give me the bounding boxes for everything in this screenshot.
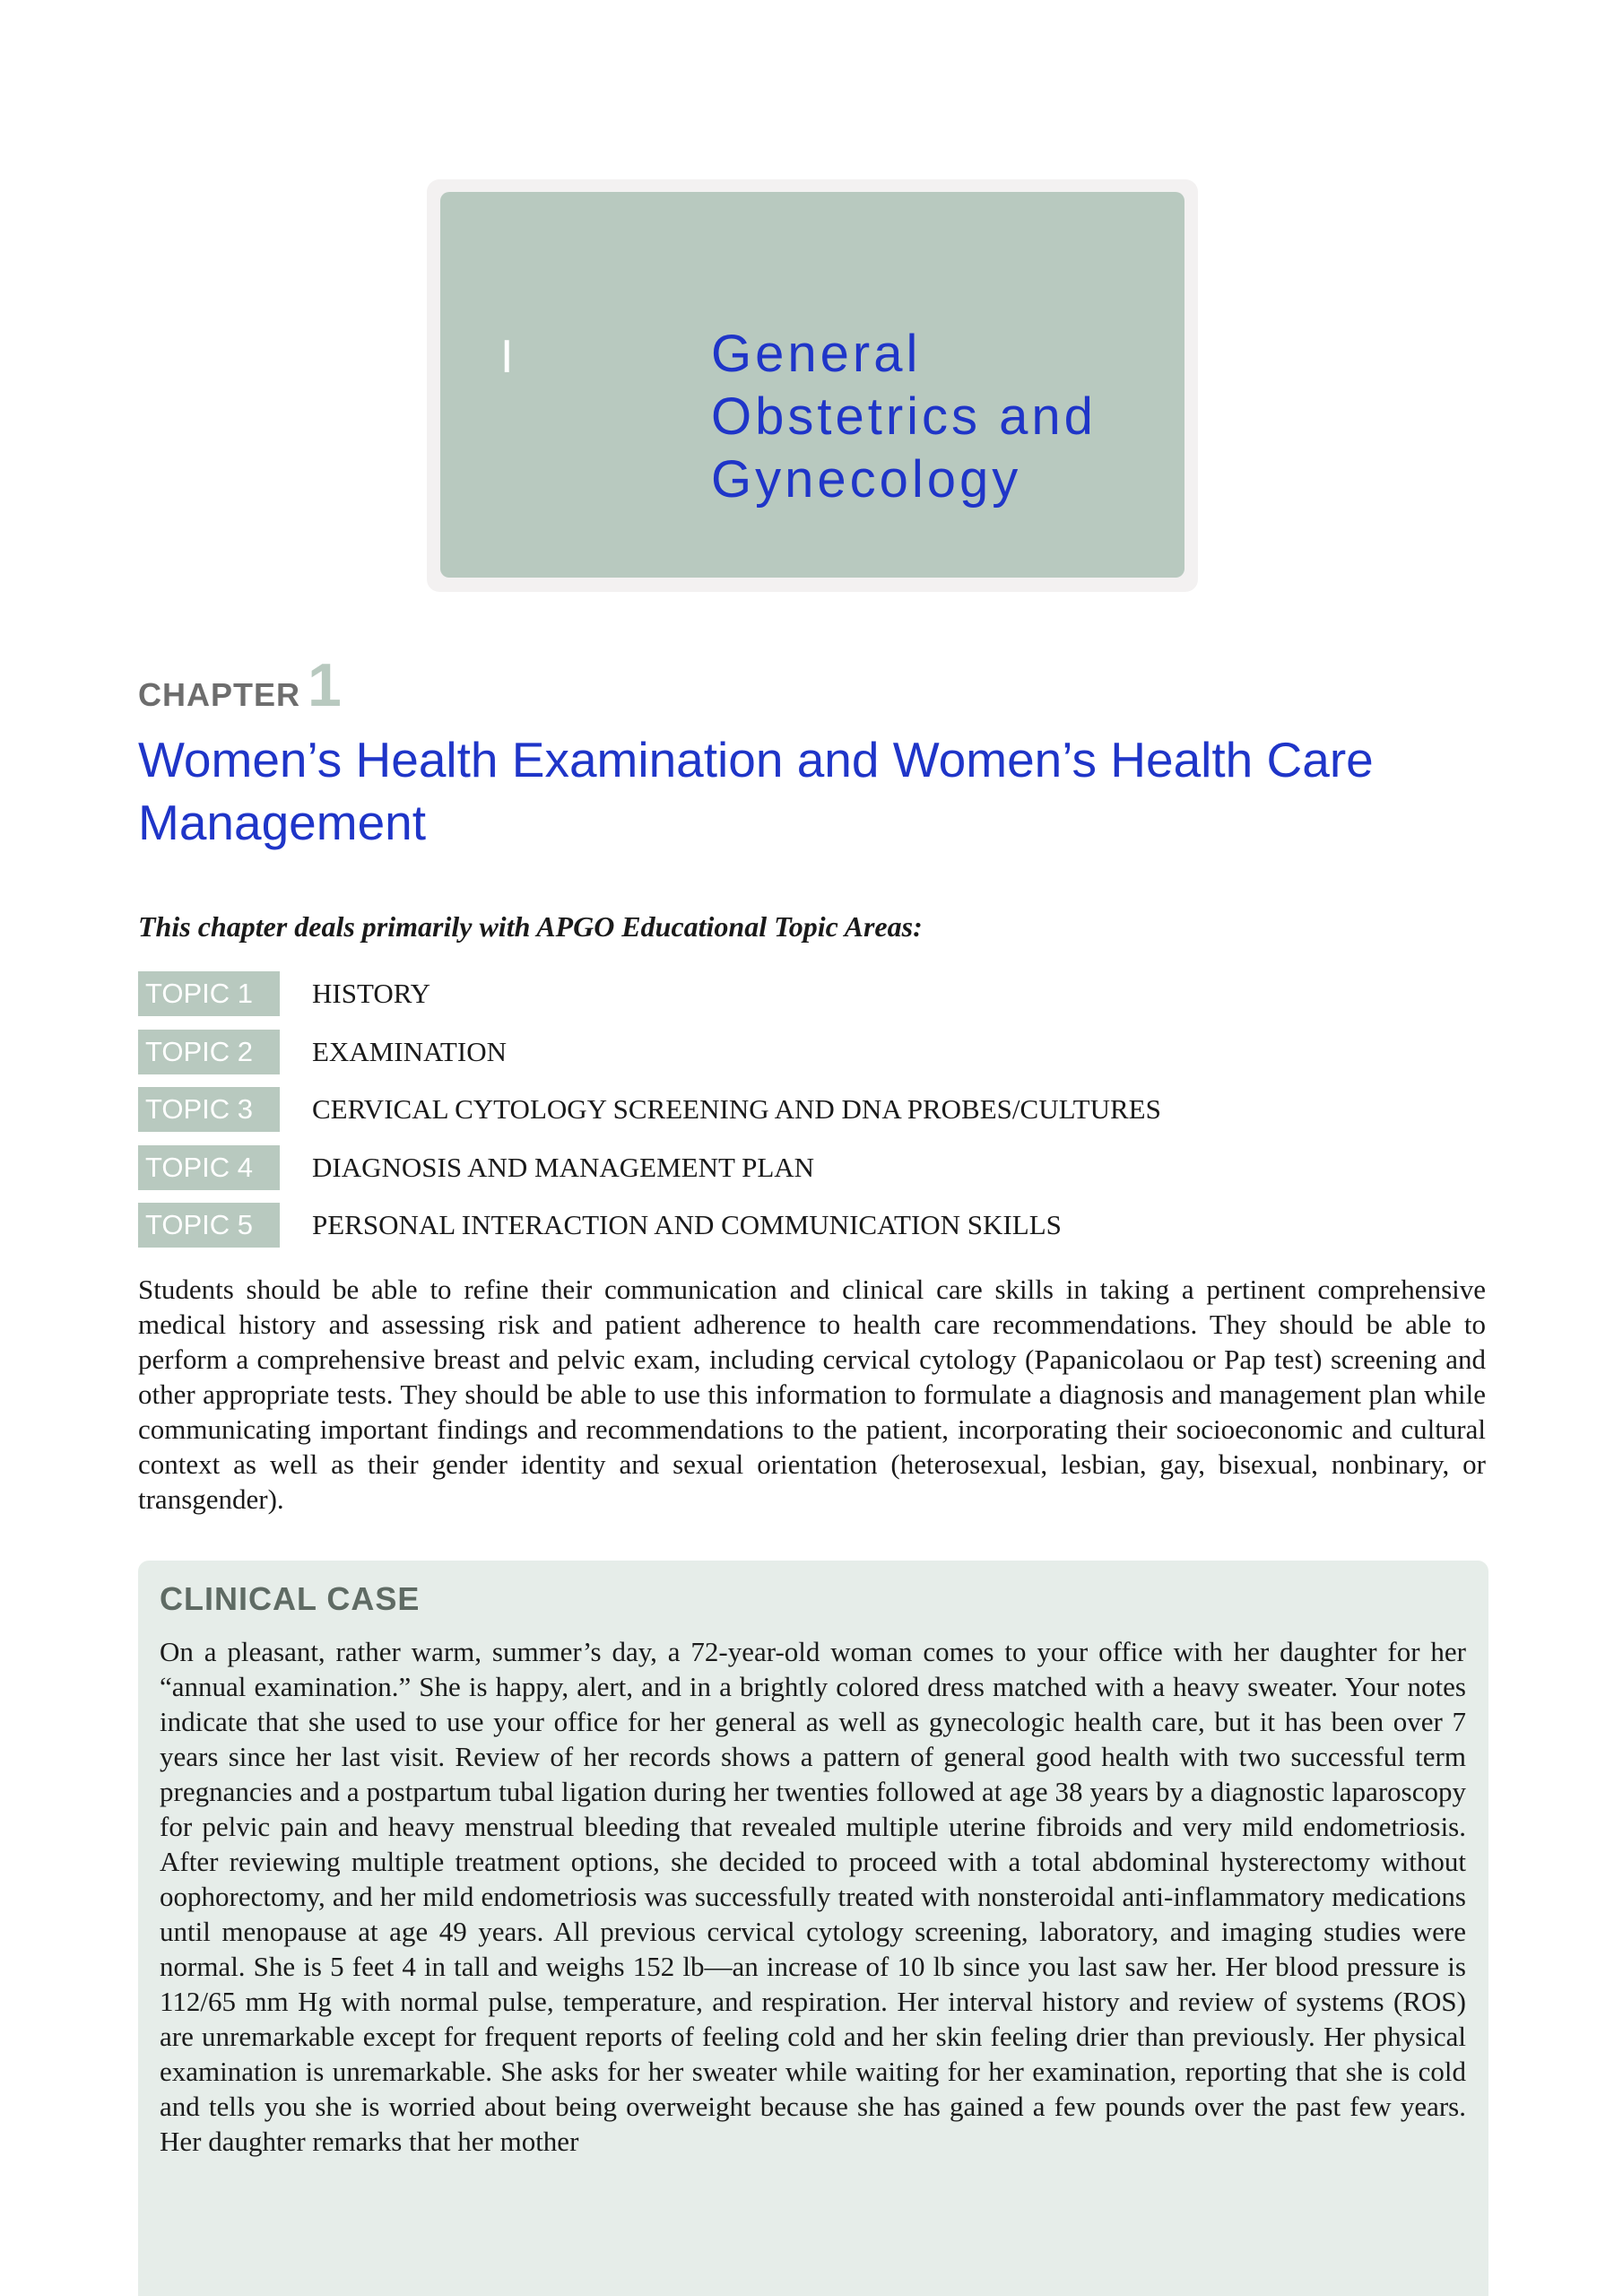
topic-badge: TOPIC 4: [138, 1145, 280, 1190]
chapter-title: Women’s Health Examination and Women’s Health Care Management: [138, 732, 1374, 850]
topic-row: [138, 1030, 1519, 1074]
topic-row: [138, 1145, 1519, 1190]
topic-row: [138, 971, 1519, 1016]
part-title: [711, 323, 1159, 511]
topic-badge: TOPIC 3: [138, 1087, 280, 1132]
topic-row: [138, 1087, 1519, 1132]
topic-text: CERVICAL CYTOLOGY SCREENING AND DNA PROBES/CULTURES: [312, 1093, 1161, 1125]
clinical-case-text: On a pleasant, rather warm, summer’s day, a 72-year-old woman comes to your office with her daughter for her “annual examination.” She is happy, alert, and in a brightly colored dress matched with a heavy sweater. Your notes indicate that she used to use your office for her general as well as gynecologic health care, but it has been over 7 years since her last visit. Review of her records shows a pattern of general good health with two successful term pregnancies and a postpartum tubal ligation during her twenties followed at age 38 years by a diagnostic laparoscopy for pelvic pain and heavy menstrual bleeding that revealed multiple uterine fibroids and very mild endometriosis. After reviewing multiple treatment options, she decided to proceed with a total abdominal hysterectomy without oophorectomy, and her mild endometriosis was successfully treated with nonsteroidal anti-inflammatory medications until menopause at age 49 years. All previous cervical cytology screening, laboratory, and imaging studies were normal. She is 5 feet 4 in tall and weighs 152 lb—an increase of 10 lb since you last saw her. Her blood pressure is 112/65 mm Hg with normal pulse, temperature, and respiration. Her interval history and review of systems (ROS) are unremarkable except for frequent reports of feeling cold and her skin feeling drier than previously. Her physical examination is unremarkable. She asks for her sweater while waiting for her examination, reporting that she is cold and tells you she is worried about being overweight because she has gained a few pounds over the past few years. Her daughter remarks that her mother: [160, 1636, 1466, 2157]
part-number: I: [500, 331, 514, 383]
part-title-line: Gynecology: [711, 450, 1022, 509]
part-title-line: General: [711, 325, 922, 383]
topic-badge: TOPIC 1: [138, 971, 280, 1016]
topic-badge: TOPIC 5: [138, 1203, 280, 1248]
topic-text: PERSONAL INTERACTION AND COMMUNICATION SKILLS: [312, 1209, 1062, 1240]
topic-badge: TOPIC 2: [138, 1030, 280, 1074]
chapter-label: [138, 651, 342, 719]
chapter-word: CHAPTER: [138, 676, 301, 713]
topic-text: HISTORY: [312, 978, 431, 1009]
topic-text: DIAGNOSIS AND MANAGEMENT PLAN: [312, 1152, 815, 1183]
learning-objectives-paragraph: Students should be able to refine their communication and clinical care skills in taking a pertinent comprehensive medical history and assessing risk and patient adherence to health care recommendations. They should be able to perform a comprehensive breast and pelvic exam, including cervical cytology (Papanicolaou or Pap test) screening and other appropriate tests. They should be able to use this information to formulate a diagnosis and management plan while communicating important findings and recommendations to the patient, incorporating their socioeconomic and cultural context as well as their gender identity and sexual orientation (heterosexual, lesbian, gay, bisexual, nonbinary, or transgender).: [138, 1274, 1486, 1515]
part-title-line: Obstetrics and: [711, 387, 1097, 446]
chapter-number: 1: [308, 651, 342, 719]
topic-areas-intro: This chapter deals primarily with APGO Educational Topic Areas:: [138, 910, 923, 943]
clinical-case-heading: CLINICAL CASE: [160, 1580, 421, 1617]
topic-text: EXAMINATION: [312, 1036, 507, 1067]
topic-row: [138, 1203, 1519, 1248]
